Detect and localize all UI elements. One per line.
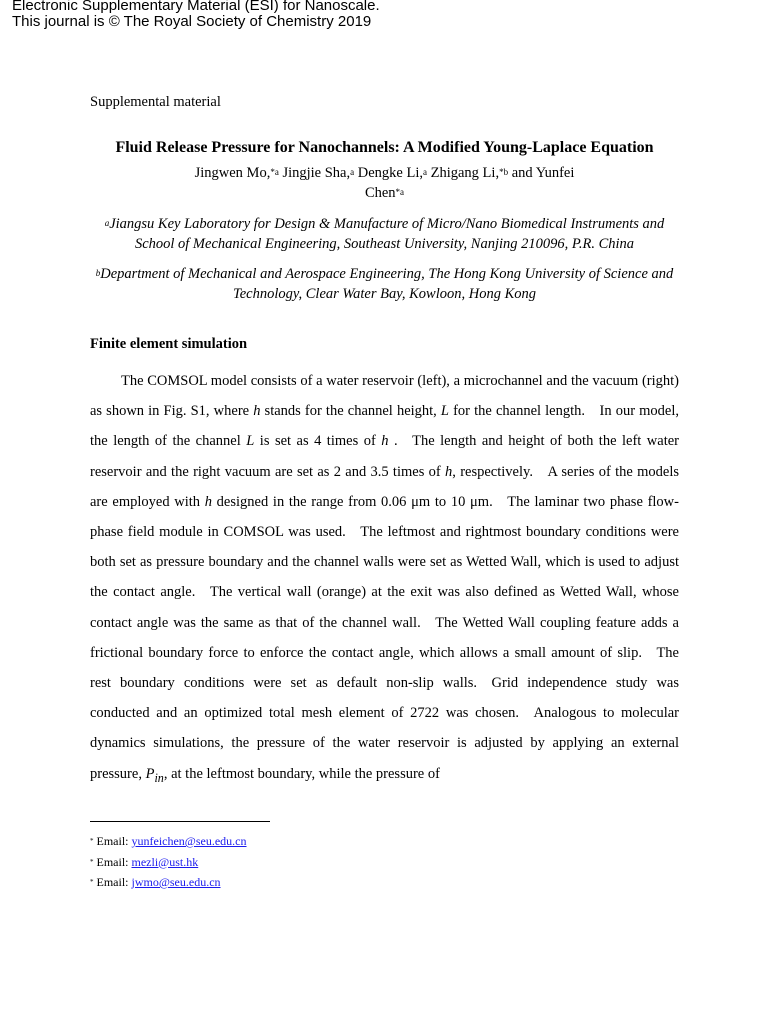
affiliation-a — [90, 214, 679, 254]
footnote-label: Email: — [96, 834, 132, 848]
symbol-h: h — [204, 493, 212, 510]
author-affiliation-mark: *a — [270, 167, 279, 177]
affiliation-mark: b — [95, 268, 101, 278]
body-text-run: , at the leftmost boundary, while the pressure of — [163, 765, 440, 782]
body-text-run: . The length and height of both the left water reservoir and the right vacuum are set as 2 and 3.5 times of — [90, 433, 679, 480]
esi-header — [12, 0, 380, 30]
body-text-run: The COMSOL model consists of a water reservoir (left), a microchannel and the vacuum (right) as shown in Fig. S1, where — [90, 373, 679, 420]
affiliation-text: Department of Mechanical and Aerospace Engineering, The Hong Kong University of Science and Technology, Clear Water Bay, Kowloon, Hong Kong — [100, 266, 674, 302]
footnote-mark: * — [90, 857, 94, 866]
footnote-label: Email: — [96, 854, 132, 869]
email-link[interactable]: yunfeichen@seu.edu.cn — [131, 834, 247, 848]
affiliation-b — [90, 264, 679, 304]
footnote-divider — [90, 821, 270, 822]
author-affiliation-mark: *a — [395, 187, 405, 197]
footnote-mark: * — [90, 878, 94, 886]
email-link[interactable]: mezli@ust.hk — [131, 854, 199, 869]
supplemental-label: Supplemental material — [90, 94, 221, 110]
email-link[interactable]: jwmo@seu.edu.cn — [131, 875, 221, 889]
symbol-P-subscript: in — [154, 770, 164, 785]
footnote-item — [90, 872, 247, 893]
body-text-run: stands for the channel height, — [260, 403, 441, 420]
affiliation-mark: a — [104, 218, 110, 228]
symbol-h: h — [381, 433, 389, 450]
symbol-L: L — [246, 433, 255, 450]
footnote-item — [90, 852, 247, 873]
body-text-run: designed in the range from 0.06 μm to 10 μm. The laminar two phase flow-phase field module in COMSOL was used. The leftmost and rightmost boundary conditions were both set as pressure boundary and the channel walls were set as Wetted Wall, which is used to adjust the contact angle. The vertical wall (orange) at the exit was also defined as Wetted Wall, whose contact angle was the same as that of the channel wall. The Wetted Wall coupling feature adds a frictional boundary force to enforce the contact angle, which allows a small amount of slip. The rest boundary conditions were set as default non-slip walls. Grid independence study was conducted and an optimized total mesh element of 2722 was chosen. Analogous to molecular dynamics simulations, the pressure of the water reservoir is adjusted by applying an external pressure, — [90, 493, 679, 782]
author-name: Jingjie Sha, — [282, 165, 351, 181]
author-affiliation-mark: *b — [499, 167, 509, 177]
author-list — [190, 163, 579, 203]
author-affiliation-mark: a — [422, 167, 427, 177]
author-name: Dengke Li, — [357, 165, 423, 181]
paper-title: Fluid Release Pressure for Nanochannels: A Modified Young-Laplace Equation — [115, 139, 654, 156]
esi-header-line-2: This journal is © The Royal Society of Chemistry 2019 — [12, 13, 372, 30]
body-paragraph — [90, 366, 679, 793]
symbol-h: h — [445, 463, 453, 480]
author-name: Zhigang Li, — [430, 165, 500, 181]
symbol-h: h — [253, 403, 261, 420]
esi-header-line-1: Electronic Supplementary Material (ESI) for Nanoscale. — [12, 0, 380, 14]
footnote-label: Email: — [96, 875, 132, 889]
author-affiliation-mark: a — [350, 167, 355, 177]
footnote-item — [90, 831, 247, 852]
body-text-run: is set as 4 times of — [254, 433, 382, 450]
symbol-L: L — [440, 403, 449, 420]
footnotes — [90, 831, 247, 893]
body-text-run: , respectively. A series of the models are employed with — [90, 463, 679, 510]
footnote-mark: * — [90, 837, 94, 845]
symbol-P: P — [145, 765, 155, 782]
authors-and: and — [511, 165, 533, 181]
author-name: Jingwen Mo, — [194, 165, 271, 181]
section-heading: Finite element simulation — [90, 336, 248, 352]
author-name: Yunfei Chen — [364, 165, 575, 201]
body-text-run: for the channel length. In our model, the length of the channel — [90, 403, 679, 450]
affiliation-text: Jiangsu Key Laboratory for Design & Manufacture of Micro/Nano Biomedical Instruments and School of Mechanical Engineering, Southeast University, Nanjing 210096, P.R. China — [109, 216, 665, 252]
